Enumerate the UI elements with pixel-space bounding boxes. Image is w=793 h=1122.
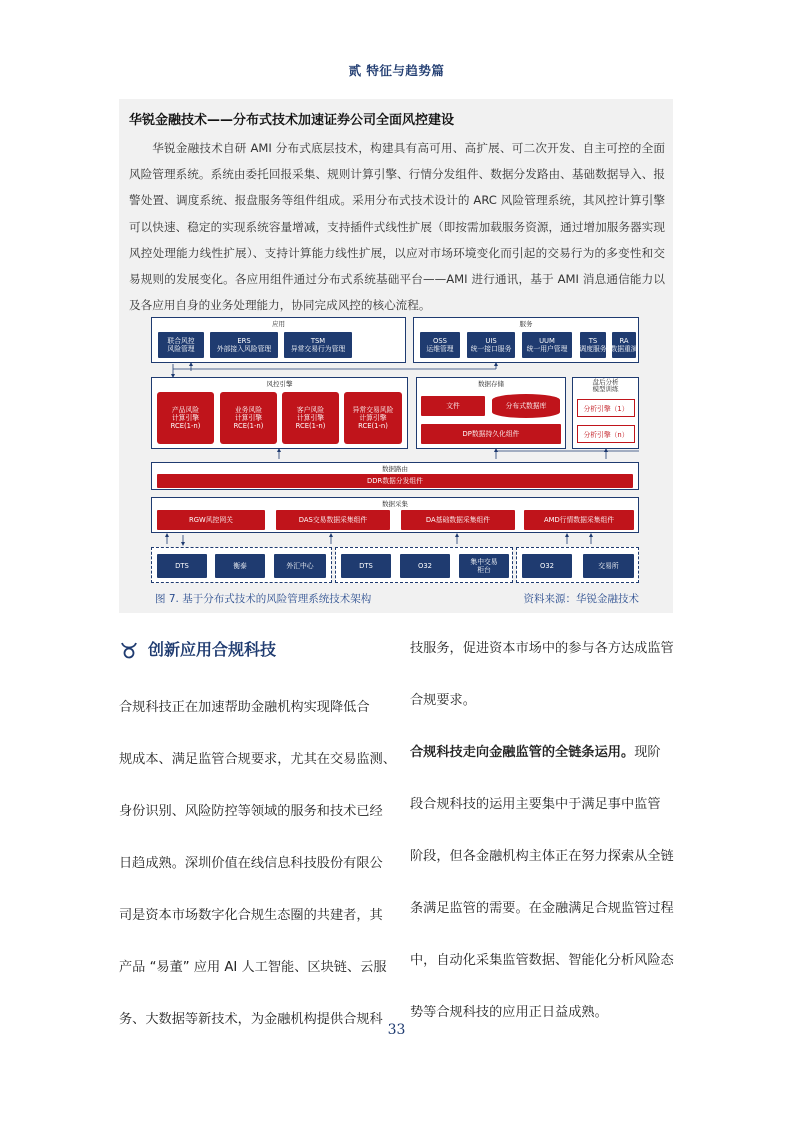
left-column [119,698,396,1062]
storage-dp: DP数据持久化组件 [421,424,561,444]
diagram-arrows [151,317,639,587]
analysis-engine-1: 分析引擎（1） [577,399,635,417]
storage-file: 文件 [421,396,485,416]
service-box-oss: OSS 运维管理 [420,332,460,358]
right-line: 阶段，但各金融机构主体正在努力探索从全链 [410,849,674,864]
post-analysis-title: 盘后分析 模型训练 [592,378,619,394]
collect-amd: AMD行情数据采集组件 [524,510,634,530]
analysis-engine-n: 分析引擎（n） [577,425,635,443]
source-dts-2: DTS [341,554,391,578]
left-line: 务、大数据等新技术，为金融机构提供合规科 [119,1012,383,1027]
left-line: 日趋成熟。深圳价值在线信息科技股份有限公 [119,856,383,871]
page-header: 贰 特征与趋势篇 [348,63,445,78]
page-number: 33 [387,1022,406,1038]
right-line: 势等合规科技的应用正日益成熟。 [410,1005,608,1020]
right-line: 中，自动化采集监管数据、智能化分析风险态 [410,953,674,968]
source-dts-1: DTS [157,554,207,578]
engine-box-business: 业务风险 计算引擎 RCE(1-n) [220,392,277,444]
left-line: 合规科技正在加速帮助金融机构实现降低合 [119,700,370,715]
figure-source: 资料来源：华锐金融技术 [523,593,639,605]
service-box-uum: UUM 统一用户管理 [522,332,572,358]
right-line: 条满足监管的需要。在金融满足合规监管过程 [410,901,674,916]
lead-rest: 现阶 [634,745,661,760]
engine-box-customer: 客户风险 计算引擎 RCE(1-n) [282,392,339,444]
collect-rgw: RGW风控网关 [157,510,265,530]
right-line: 段合规科技的运用主要集中于满足事中监管 [410,797,661,812]
app-box-tsm: TSM 异常交易行为管理 [284,332,352,358]
storage-database: 分布式数据库 [492,394,560,418]
lead-sentence: 合规科技走向金融监管的全链条运用。 [410,745,635,760]
left-line: 司是资本市场数字化合规生态圈的共建者，其 [119,908,383,923]
routing-layer-title: 数据路由 [382,465,408,473]
source-central-counter: 集中交易 柜台 [459,554,509,578]
source-fx-center: 外汇中心 [274,554,326,578]
engine-box-product: 产品风险 计算引擎 RCE(1-n) [157,392,214,444]
app-box-ers: ERS 外部接入风险管理 [210,332,278,358]
engine-layer-title: 风控引擎 [266,380,293,388]
taurus-icon [119,640,139,660]
right-column [410,639,675,1055]
left-line: 产品 “易董” 应用 AI 人工智能、区块链、云服 [119,960,387,975]
service-box-ts: TS 调度服务 [580,332,606,358]
right-lead-line [410,743,675,795]
routing-ddr: DDR数据分发组件 [157,474,633,488]
source-hengtai: 衡泰 [215,554,265,578]
figure-caption: 图 7. 基于分布式技术的风险管理系统技术架构 [155,593,372,605]
service-box-ra: RA 数据重演 [612,332,636,358]
right-line: 技服务，促进资本市场中的参与各方达成监管 [410,641,674,656]
collect-das: DAS交易数据采集组件 [276,510,390,530]
left-line: 身份识别、风险防控等领域的服务和技术已经 [119,804,383,819]
case-study-box [119,99,673,613]
app-layer-title: 应用 [272,320,285,328]
engine-box-abnormal: 异常交易风险 计算引擎 RCE(1-n) [344,392,402,444]
right-line: 合规要求。 [410,693,476,708]
section-title: 创新应用合规科技 [148,640,277,659]
service-box-uis: UIS 统一接口服务 [467,332,515,358]
app-box-joint-risk: 联合风控 风险管理 [158,332,204,358]
storage-layer-title: 数据存储 [478,380,504,388]
case-body: 华锐金融技术自研 AMI 分布式底层技术，构建具有高可用、高扩展、可二次开发、自主可控的全面风险管理系统。系统由委托回报采集、规则计算引擎、行情分发组件、数据分发路由、基础数据导入、报警处置、调度系统、报盘服务等组件组成。采用分布式技术设计的 ARC 风险管理系统，其风控计算引擎可以快速、稳定的实现系统容量增减，支持插件式线性扩展（即按需加载服务资源，通过增加服务器实现风控处理能力线性扩展）、支持计算能力线性扩展，以应对市场环境变化而引起的交易行为的多变性和交易规则的发展变化。各应用组件通过分布式系统基础平台——AMI 进行通讯，基于 AMI 消息通信能力以及各应用自身的业务处理能力，协同完成风控的核心流程。 [129,141,665,313]
architecture-diagram [151,317,639,587]
left-line: 规成本、满足监管合规要求，尤其在交易监测、 [119,752,396,767]
collection-layer-title: 数据采集 [382,500,408,508]
collect-da: DA基础数据采集组件 [401,510,515,530]
source-o32-1: O32 [400,554,450,578]
case-title: 华锐金融技术——分布式技术加速证券公司全面风控建设 [129,113,455,128]
source-o32-2: O32 [522,554,572,578]
service-layer-title: 服务 [519,320,533,328]
source-exchange: 交易所 [583,554,634,578]
